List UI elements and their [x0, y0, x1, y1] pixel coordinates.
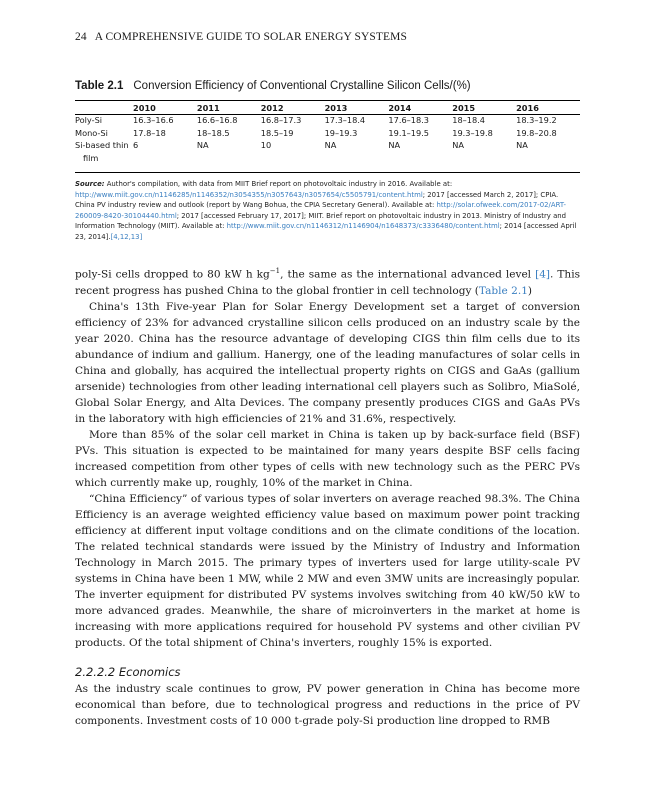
- column-header: 2011: [196, 102, 220, 113]
- section-heading: 2.2.2.2 Economics: [75, 664, 181, 679]
- table-cell: 18.5–19: [260, 127, 294, 138]
- table-source-note: [75, 179, 580, 243]
- source-link-2[interactable]: http://solar.ofweek.com/2017-02/ART-260009-8420-30104440.html: [75, 201, 566, 220]
- table-number: Table 2.1: [75, 80, 124, 92]
- column-header: [75, 101, 133, 114]
- table-row: [75, 114, 580, 127]
- source-refs[interactable]: [4,12,13]: [110, 232, 143, 241]
- table-cell: 17.6–18.3: [388, 115, 429, 125]
- paragraph-text: ): [527, 284, 533, 297]
- paragraph: [75, 263, 580, 299]
- source-link-1[interactable]: http://www.miit.gov.cn/n1146285/n1146352/n3054355/n3057643/n3057654/c5505791/content.html: [75, 190, 423, 199]
- row-label: [75, 139, 133, 164]
- table-cell: NA: [324, 140, 337, 150]
- source-link-3[interactable]: http://www.miit.gov.cn/n1146312/n1146904/n1648373/c3336480/content.html: [226, 222, 500, 231]
- paragraph: “China Efficiency” of various types of solar inverters on average reached 98.3%. The China Efficiency is an average weighted efficiency value based on maximum power point tracking efficiency at different input voltage conditions and on the climate conditions of the location. The related technical standards were issued by the Ministry of Industry and Information Technology in March 2015. The primary types of inverters used for large utility-scale PV systems in China have been 1 MW, while 2 MW and even 3MW units are increasingly popular. The inverter equipment for distributed PV systems involves switching from 40 kW/50 kW to more advanced grades. Meanwhile, the share of microinverters in the market at home is increasing with more applications required for household PV systems and other civilian PV products. Of the total shipment of China's inverters, roughly 15% is exported.: [75, 492, 580, 649]
- table-cell: 19.8–20.8: [516, 127, 557, 138]
- table-cell: NA: [196, 140, 209, 150]
- table-cell: 10: [260, 140, 272, 150]
- paragraph: As the industry scale continues to grow, PV power generation in China has become more economical than before, due to technological progress and reductions in the price of PV components. Investment costs of 10 000 t-grade poly-Si production line dropped to RMB: [75, 682, 580, 727]
- table-cell: 19.1–19.5: [388, 127, 429, 138]
- table-reference-link[interactable]: Table 2.1: [478, 284, 528, 297]
- table-cell: 16.6–16.8: [196, 115, 238, 125]
- table-cell: 18–18.5: [196, 127, 230, 138]
- column-header: 2012: [260, 102, 284, 113]
- table-row: [75, 139, 580, 164]
- table-cell: NA: [516, 140, 528, 150]
- row-label: Poly-Si: [75, 115, 103, 125]
- table-cell: 16.3–16.6: [133, 115, 174, 125]
- table-row: [75, 127, 580, 140]
- source-text-4: ; 2014 [accessed April 23, 2014].: [75, 222, 577, 241]
- table-cell: 19.3–19.8: [452, 127, 493, 138]
- source-text-1: Author's compilation, with data from MIIT Brief report on photovoltaic industry in 2016. Available at:: [106, 180, 453, 188]
- table-cell: NA: [452, 140, 464, 150]
- column-header: 2010: [133, 102, 156, 113]
- paragraph: More than 85% of the solar cell market in China is taken up by back-surface field (BSF) PVs. This situation is expected to be maintained for many years despite BSF cells facing increased competition from other types of cells with new technology such as the PERC PVs which currently make up, roughly, 10% of the market in China.: [75, 428, 580, 489]
- table-cell: 17.8–18: [133, 127, 166, 138]
- citation-link[interactable]: [4]: [535, 268, 551, 281]
- page-number: 24: [75, 31, 87, 43]
- table-title: Conversion Efficiency of Conventional Crystalline Silicon Cells/(%): [133, 80, 471, 92]
- table-cell: 18–18.4: [452, 115, 486, 125]
- table-cell: 18.3–19.2: [516, 115, 557, 125]
- running-head: [75, 31, 407, 43]
- column-header: 2016: [516, 102, 539, 113]
- table-cell: NA: [388, 140, 401, 150]
- column-header: 2015: [452, 102, 476, 113]
- table-header-row: [75, 101, 580, 114]
- table-cell: 19–19.3: [324, 127, 358, 138]
- paragraph-text: . This recent progress has pushed China to the global frontier in cell technology (: [75, 268, 581, 297]
- source-text-2: ; 2017 [accessed March 2, 2017]; CPIA. China PV industry review and outlook (report by Wang Bohua, the CPIA Secretary General). Available at:: [75, 190, 559, 210]
- paragraph-text: poly-Si cells dropped to 80 kW h kg: [75, 268, 270, 281]
- table-cell: 16.8–17.3: [260, 115, 302, 125]
- paragraph: China's 13th Five-year Plan for Solar Energy Development set a target of conversion efficiency of 23% for advanced crystalline silicon cells produced on an industry scale by the year 2020. China has the resource advantage of developing CIGS thin film cells due to its abundance of indium and gallium. Hanergy, one of the leading manufactures of solar cells in China and globally, has acquired the intellectual property rights on CIGS and GaAs (gallium arsenide) technologies from other leading international cell players such as Solibro, MiaSolé, Global Solar Energy, and Alta Devices. The company presently produces CIGS and GaAs PVs in the laboratory with high efficiencies of 21% and 31.6%, respectively.: [75, 300, 580, 425]
- column-header: 2013: [324, 102, 348, 113]
- paragraph-text: , the same as the international advanced level: [280, 268, 536, 281]
- source-text-3: ; 2017 [accessed February 17, 2017]; MIIT. Brief report on photovoltaic industry in 2013. Ministry of Industry and Information Technology (MIIT). Available at:: [75, 211, 567, 231]
- row-label-line1: Si-based thin: [75, 140, 129, 150]
- row-label-line2: film: [83, 152, 99, 163]
- running-title: A COMPREHENSIVE GUIDE TO SOLAR ENERGY SYSTEMS: [94, 31, 407, 43]
- efficiency-table: [75, 101, 580, 164]
- row-label: Mono-Si: [75, 127, 108, 138]
- table-cell: 6: [133, 140, 139, 150]
- column-header: 2014: [388, 102, 412, 113]
- table-cell: 17.3–18.4: [324, 115, 366, 125]
- source-label: Source:: [75, 180, 105, 188]
- table-caption: [75, 80, 471, 92]
- superscript: −1: [269, 267, 281, 275]
- body-text: [75, 263, 580, 729]
- table-bottom-rule: [75, 172, 580, 173]
